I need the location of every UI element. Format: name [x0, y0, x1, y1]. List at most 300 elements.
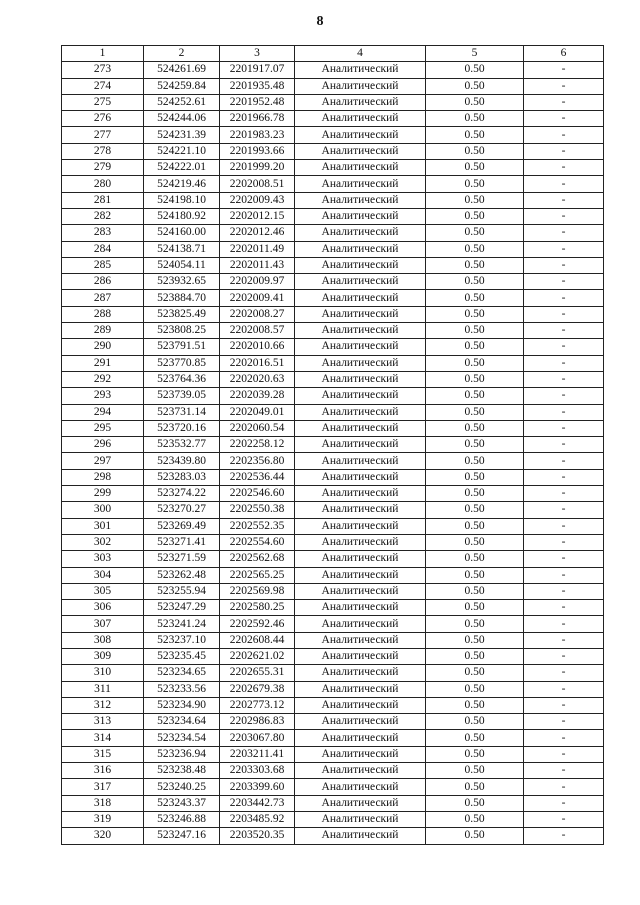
- point-number-cell: 311: [62, 681, 144, 697]
- table-row: [62, 779, 604, 795]
- point-number-cell: 278: [62, 143, 144, 159]
- accuracy-cell: 0.50: [426, 290, 524, 306]
- point-number-cell: 288: [62, 306, 144, 322]
- note-cell: -: [524, 404, 604, 420]
- table-row: [62, 567, 604, 583]
- note-cell: -: [524, 469, 604, 485]
- method-cell: Аналитический: [295, 665, 426, 681]
- y-coordinate-cell: 2202009.97: [220, 274, 295, 290]
- method-cell: Аналитический: [295, 355, 426, 371]
- y-coordinate-cell: 2202608.44: [220, 632, 295, 648]
- method-cell: Аналитический: [295, 306, 426, 322]
- y-coordinate-cell: 2202008.51: [220, 176, 295, 192]
- method-cell: Аналитический: [295, 420, 426, 436]
- note-cell: -: [524, 274, 604, 290]
- accuracy-cell: 0.50: [426, 176, 524, 192]
- y-coordinate-cell: 2202011.49: [220, 241, 295, 257]
- accuracy-cell: 0.50: [426, 323, 524, 339]
- point-number-cell: 275: [62, 94, 144, 110]
- note-cell: -: [524, 160, 604, 176]
- point-number-cell: 317: [62, 779, 144, 795]
- point-number-cell: 320: [62, 828, 144, 844]
- method-cell: Аналитический: [295, 192, 426, 208]
- x-coordinate-cell: 524221.10: [144, 143, 220, 159]
- table-row: [62, 811, 604, 827]
- table-row: [62, 388, 604, 404]
- point-number-cell: 290: [62, 339, 144, 355]
- table-row: [62, 404, 604, 420]
- table-row: [62, 616, 604, 632]
- method-cell: Аналитический: [295, 323, 426, 339]
- table-row: [62, 143, 604, 159]
- accuracy-cell: 0.50: [426, 62, 524, 78]
- x-coordinate-cell: 523884.70: [144, 290, 220, 306]
- table-row: [62, 274, 604, 290]
- method-cell: Аналитический: [295, 274, 426, 290]
- column-header: 5: [426, 46, 524, 62]
- x-coordinate-cell: 523731.14: [144, 404, 220, 420]
- table-row: [62, 290, 604, 306]
- method-cell: Аналитический: [295, 567, 426, 583]
- note-cell: -: [524, 763, 604, 779]
- point-number-cell: 276: [62, 111, 144, 127]
- point-number-cell: 274: [62, 78, 144, 94]
- y-coordinate-cell: 2202986.83: [220, 714, 295, 730]
- table-row: [62, 600, 604, 616]
- table-row: [62, 192, 604, 208]
- y-coordinate-cell: 2202592.46: [220, 616, 295, 632]
- method-cell: Аналитический: [295, 371, 426, 387]
- method-cell: Аналитический: [295, 730, 426, 746]
- x-coordinate-cell: 523283.03: [144, 469, 220, 485]
- x-coordinate-cell: 524198.10: [144, 192, 220, 208]
- method-cell: Аналитический: [295, 632, 426, 648]
- point-number-cell: 282: [62, 208, 144, 224]
- x-coordinate-cell: 523770.85: [144, 355, 220, 371]
- x-coordinate-cell: 524180.92: [144, 208, 220, 224]
- y-coordinate-cell: 2202554.60: [220, 534, 295, 550]
- table-row: [62, 763, 604, 779]
- table-row: [62, 551, 604, 567]
- column-header: 4: [295, 46, 426, 62]
- method-cell: Аналитический: [295, 257, 426, 273]
- note-cell: -: [524, 225, 604, 241]
- accuracy-cell: 0.50: [426, 453, 524, 469]
- note-cell: -: [524, 355, 604, 371]
- x-coordinate-cell: 524160.00: [144, 225, 220, 241]
- x-coordinate-cell: 523274.22: [144, 486, 220, 502]
- note-cell: -: [524, 62, 604, 78]
- point-number-cell: 302: [62, 534, 144, 550]
- point-number-cell: 313: [62, 714, 144, 730]
- accuracy-cell: 0.50: [426, 94, 524, 110]
- note-cell: -: [524, 518, 604, 534]
- x-coordinate-cell: 523270.27: [144, 502, 220, 518]
- x-coordinate-cell: 523825.49: [144, 306, 220, 322]
- method-cell: Аналитический: [295, 111, 426, 127]
- y-coordinate-cell: 2202580.25: [220, 600, 295, 616]
- point-number-cell: 300: [62, 502, 144, 518]
- accuracy-cell: 0.50: [426, 192, 524, 208]
- note-cell: -: [524, 420, 604, 436]
- accuracy-cell: 0.50: [426, 469, 524, 485]
- accuracy-cell: 0.50: [426, 714, 524, 730]
- point-number-cell: 293: [62, 388, 144, 404]
- x-coordinate-cell: 523235.45: [144, 648, 220, 664]
- x-coordinate-cell: 523808.25: [144, 323, 220, 339]
- x-coordinate-cell: 523739.05: [144, 388, 220, 404]
- accuracy-cell: 0.50: [426, 274, 524, 290]
- point-number-cell: 315: [62, 746, 144, 762]
- column-header: 6: [524, 46, 604, 62]
- y-coordinate-cell: 2202569.98: [220, 583, 295, 599]
- y-coordinate-cell: 2202562.68: [220, 551, 295, 567]
- method-cell: Аналитический: [295, 486, 426, 502]
- method-cell: Аналитический: [295, 127, 426, 143]
- point-number-cell: 279: [62, 160, 144, 176]
- x-coordinate-cell: 523237.10: [144, 632, 220, 648]
- note-cell: -: [524, 502, 604, 518]
- note-cell: -: [524, 779, 604, 795]
- point-number-cell: 295: [62, 420, 144, 436]
- accuracy-cell: 0.50: [426, 143, 524, 159]
- y-coordinate-cell: 2203211.41: [220, 746, 295, 762]
- note-cell: -: [524, 600, 604, 616]
- x-coordinate-cell: 523720.16: [144, 420, 220, 436]
- x-coordinate-cell: 523236.94: [144, 746, 220, 762]
- note-cell: -: [524, 551, 604, 567]
- table-row: [62, 714, 604, 730]
- x-coordinate-cell: 523247.29: [144, 600, 220, 616]
- accuracy-cell: 0.50: [426, 632, 524, 648]
- note-cell: -: [524, 143, 604, 159]
- table-row: [62, 176, 604, 192]
- accuracy-cell: 0.50: [426, 241, 524, 257]
- accuracy-cell: 0.50: [426, 567, 524, 583]
- x-coordinate-cell: 524259.84: [144, 78, 220, 94]
- y-coordinate-cell: 2201917.07: [220, 62, 295, 78]
- table-row: [62, 111, 604, 127]
- method-cell: Аналитический: [295, 78, 426, 94]
- x-coordinate-cell: 523247.16: [144, 828, 220, 844]
- accuracy-cell: 0.50: [426, 486, 524, 502]
- y-coordinate-cell: 2202011.43: [220, 257, 295, 273]
- note-cell: -: [524, 241, 604, 257]
- x-coordinate-cell: 524138.71: [144, 241, 220, 257]
- note-cell: -: [524, 437, 604, 453]
- table-row: [62, 746, 604, 762]
- method-cell: Аналитический: [295, 551, 426, 567]
- accuracy-cell: 0.50: [426, 371, 524, 387]
- y-coordinate-cell: 2202010.66: [220, 339, 295, 355]
- y-coordinate-cell: 2202536.44: [220, 469, 295, 485]
- method-cell: Аналитический: [295, 208, 426, 224]
- accuracy-cell: 0.50: [426, 502, 524, 518]
- point-number-cell: 312: [62, 697, 144, 713]
- x-coordinate-cell: 523532.77: [144, 437, 220, 453]
- table-row: [62, 94, 604, 110]
- accuracy-cell: 0.50: [426, 551, 524, 567]
- y-coordinate-cell: 2203067.80: [220, 730, 295, 746]
- point-number-cell: 277: [62, 127, 144, 143]
- table-header-row: [62, 46, 604, 62]
- note-cell: -: [524, 371, 604, 387]
- y-coordinate-cell: 2202655.31: [220, 665, 295, 681]
- table-row: [62, 469, 604, 485]
- x-coordinate-cell: 523233.56: [144, 681, 220, 697]
- table-row: [62, 355, 604, 371]
- table-row: [62, 697, 604, 713]
- x-coordinate-cell: 523240.25: [144, 779, 220, 795]
- note-cell: -: [524, 828, 604, 844]
- method-cell: Аналитический: [295, 648, 426, 664]
- point-number-cell: 297: [62, 453, 144, 469]
- note-cell: -: [524, 665, 604, 681]
- method-cell: Аналитический: [295, 811, 426, 827]
- x-coordinate-cell: 523271.59: [144, 551, 220, 567]
- x-coordinate-cell: 523764.36: [144, 371, 220, 387]
- accuracy-cell: 0.50: [426, 160, 524, 176]
- x-coordinate-cell: 524244.06: [144, 111, 220, 127]
- method-cell: Аналитический: [295, 453, 426, 469]
- x-coordinate-cell: 523932.65: [144, 274, 220, 290]
- accuracy-cell: 0.50: [426, 257, 524, 273]
- method-cell: Аналитический: [295, 388, 426, 404]
- point-number-cell: 280: [62, 176, 144, 192]
- method-cell: Аналитический: [295, 746, 426, 762]
- method-cell: Аналитический: [295, 697, 426, 713]
- accuracy-cell: 0.50: [426, 404, 524, 420]
- point-number-cell: 299: [62, 486, 144, 502]
- table-row: [62, 208, 604, 224]
- point-number-cell: 296: [62, 437, 144, 453]
- note-cell: -: [524, 697, 604, 713]
- point-number-cell: 286: [62, 274, 144, 290]
- x-coordinate-cell: 523255.94: [144, 583, 220, 599]
- point-number-cell: 318: [62, 795, 144, 811]
- note-cell: -: [524, 811, 604, 827]
- accuracy-cell: 0.50: [426, 583, 524, 599]
- accuracy-cell: 0.50: [426, 111, 524, 127]
- note-cell: -: [524, 714, 604, 730]
- x-coordinate-cell: 524222.01: [144, 160, 220, 176]
- table-row: [62, 339, 604, 355]
- point-number-cell: 292: [62, 371, 144, 387]
- accuracy-cell: 0.50: [426, 306, 524, 322]
- x-coordinate-cell: 524219.46: [144, 176, 220, 192]
- accuracy-cell: 0.50: [426, 225, 524, 241]
- x-coordinate-cell: 524054.11: [144, 257, 220, 273]
- x-coordinate-cell: 523243.37: [144, 795, 220, 811]
- accuracy-cell: 0.50: [426, 730, 524, 746]
- y-coordinate-cell: 2201935.48: [220, 78, 295, 94]
- note-cell: -: [524, 192, 604, 208]
- x-coordinate-cell: 523246.88: [144, 811, 220, 827]
- accuracy-cell: 0.50: [426, 763, 524, 779]
- y-coordinate-cell: 2202039.28: [220, 388, 295, 404]
- point-number-cell: 309: [62, 648, 144, 664]
- y-coordinate-cell: 2202621.02: [220, 648, 295, 664]
- accuracy-cell: 0.50: [426, 828, 524, 844]
- table-row: [62, 127, 604, 143]
- accuracy-cell: 0.50: [426, 665, 524, 681]
- table-row: [62, 78, 604, 94]
- table-row: [62, 453, 604, 469]
- point-number-cell: 314: [62, 730, 144, 746]
- page-number: 8: [316, 14, 324, 29]
- accuracy-cell: 0.50: [426, 779, 524, 795]
- accuracy-cell: 0.50: [426, 746, 524, 762]
- accuracy-cell: 0.50: [426, 616, 524, 632]
- table-row: [62, 648, 604, 664]
- method-cell: Аналитический: [295, 502, 426, 518]
- note-cell: -: [524, 730, 604, 746]
- method-cell: Аналитический: [295, 469, 426, 485]
- note-cell: -: [524, 339, 604, 355]
- table-row: [62, 241, 604, 257]
- table-row: [62, 486, 604, 502]
- accuracy-cell: 0.50: [426, 795, 524, 811]
- column-header: 1: [62, 46, 144, 62]
- column-header: 3: [220, 46, 295, 62]
- y-coordinate-cell: 2202009.41: [220, 290, 295, 306]
- x-coordinate-cell: 523238.48: [144, 763, 220, 779]
- note-cell: -: [524, 78, 604, 94]
- y-coordinate-cell: 2203485.92: [220, 811, 295, 827]
- point-number-cell: 289: [62, 323, 144, 339]
- y-coordinate-cell: 2201952.48: [220, 94, 295, 110]
- x-coordinate-cell: 523439.80: [144, 453, 220, 469]
- x-coordinate-cell: 523791.51: [144, 339, 220, 355]
- note-cell: -: [524, 94, 604, 110]
- y-coordinate-cell: 2202552.35: [220, 518, 295, 534]
- note-cell: -: [524, 453, 604, 469]
- accuracy-cell: 0.50: [426, 388, 524, 404]
- method-cell: Аналитический: [295, 290, 426, 306]
- note-cell: -: [524, 681, 604, 697]
- table-row: [62, 160, 604, 176]
- method-cell: Аналитический: [295, 583, 426, 599]
- point-number-cell: 298: [62, 469, 144, 485]
- y-coordinate-cell: 2201983.23: [220, 127, 295, 143]
- accuracy-cell: 0.50: [426, 339, 524, 355]
- x-coordinate-cell: 523262.48: [144, 567, 220, 583]
- method-cell: Аналитический: [295, 763, 426, 779]
- note-cell: -: [524, 632, 604, 648]
- y-coordinate-cell: 2203399.60: [220, 779, 295, 795]
- note-cell: -: [524, 176, 604, 192]
- note-cell: -: [524, 567, 604, 583]
- x-coordinate-cell: 523234.90: [144, 697, 220, 713]
- note-cell: -: [524, 616, 604, 632]
- method-cell: Аналитический: [295, 534, 426, 550]
- y-coordinate-cell: 2202550.38: [220, 502, 295, 518]
- note-cell: -: [524, 486, 604, 502]
- x-coordinate-cell: 524252.61: [144, 94, 220, 110]
- method-cell: Аналитический: [295, 600, 426, 616]
- note-cell: -: [524, 257, 604, 273]
- coordinates-table: [61, 45, 604, 845]
- method-cell: Аналитический: [295, 225, 426, 241]
- table-body: [62, 62, 604, 844]
- y-coordinate-cell: 2202049.01: [220, 404, 295, 420]
- x-coordinate-cell: 524261.69: [144, 62, 220, 78]
- note-cell: -: [524, 127, 604, 143]
- y-coordinate-cell: 2202060.54: [220, 420, 295, 436]
- method-cell: Аналитический: [295, 616, 426, 632]
- accuracy-cell: 0.50: [426, 600, 524, 616]
- y-coordinate-cell: 2202008.57: [220, 323, 295, 339]
- method-cell: Аналитический: [295, 779, 426, 795]
- y-coordinate-cell: 2202012.15: [220, 208, 295, 224]
- point-number-cell: 294: [62, 404, 144, 420]
- y-coordinate-cell: 2201966.78: [220, 111, 295, 127]
- table-row: [62, 518, 604, 534]
- note-cell: -: [524, 306, 604, 322]
- point-number-cell: 307: [62, 616, 144, 632]
- point-number-cell: 285: [62, 257, 144, 273]
- x-coordinate-cell: 523271.41: [144, 534, 220, 550]
- x-coordinate-cell: 523241.24: [144, 616, 220, 632]
- x-coordinate-cell: 523234.65: [144, 665, 220, 681]
- point-number-cell: 310: [62, 665, 144, 681]
- y-coordinate-cell: 2203520.35: [220, 828, 295, 844]
- y-coordinate-cell: 2202012.46: [220, 225, 295, 241]
- table-row: [62, 534, 604, 550]
- table-row: [62, 420, 604, 436]
- y-coordinate-cell: 2202020.63: [220, 371, 295, 387]
- point-number-cell: 305: [62, 583, 144, 599]
- note-cell: -: [524, 648, 604, 664]
- accuracy-cell: 0.50: [426, 534, 524, 550]
- method-cell: Аналитический: [295, 339, 426, 355]
- method-cell: Аналитический: [295, 241, 426, 257]
- y-coordinate-cell: 2201999.20: [220, 160, 295, 176]
- table-row: [62, 371, 604, 387]
- y-coordinate-cell: 2202016.51: [220, 355, 295, 371]
- point-number-cell: 287: [62, 290, 144, 306]
- accuracy-cell: 0.50: [426, 437, 524, 453]
- point-number-cell: 304: [62, 567, 144, 583]
- note-cell: -: [524, 208, 604, 224]
- method-cell: Аналитический: [295, 518, 426, 534]
- note-cell: -: [524, 795, 604, 811]
- table-row: [62, 257, 604, 273]
- x-coordinate-cell: 524231.39: [144, 127, 220, 143]
- y-coordinate-cell: 2203303.68: [220, 763, 295, 779]
- point-number-cell: 303: [62, 551, 144, 567]
- table-row: [62, 828, 604, 844]
- method-cell: Аналитический: [295, 62, 426, 78]
- note-cell: -: [524, 583, 604, 599]
- point-number-cell: 316: [62, 763, 144, 779]
- column-header: 2: [144, 46, 220, 62]
- note-cell: -: [524, 534, 604, 550]
- table-row: [62, 632, 604, 648]
- point-number-cell: 283: [62, 225, 144, 241]
- table-row: [62, 583, 604, 599]
- y-coordinate-cell: 2202258.12: [220, 437, 295, 453]
- y-coordinate-cell: 2202679.38: [220, 681, 295, 697]
- accuracy-cell: 0.50: [426, 420, 524, 436]
- point-number-cell: 301: [62, 518, 144, 534]
- note-cell: -: [524, 746, 604, 762]
- note-cell: -: [524, 388, 604, 404]
- y-coordinate-cell: 2202546.60: [220, 486, 295, 502]
- method-cell: Аналитический: [295, 828, 426, 844]
- method-cell: Аналитический: [295, 176, 426, 192]
- point-number-cell: 281: [62, 192, 144, 208]
